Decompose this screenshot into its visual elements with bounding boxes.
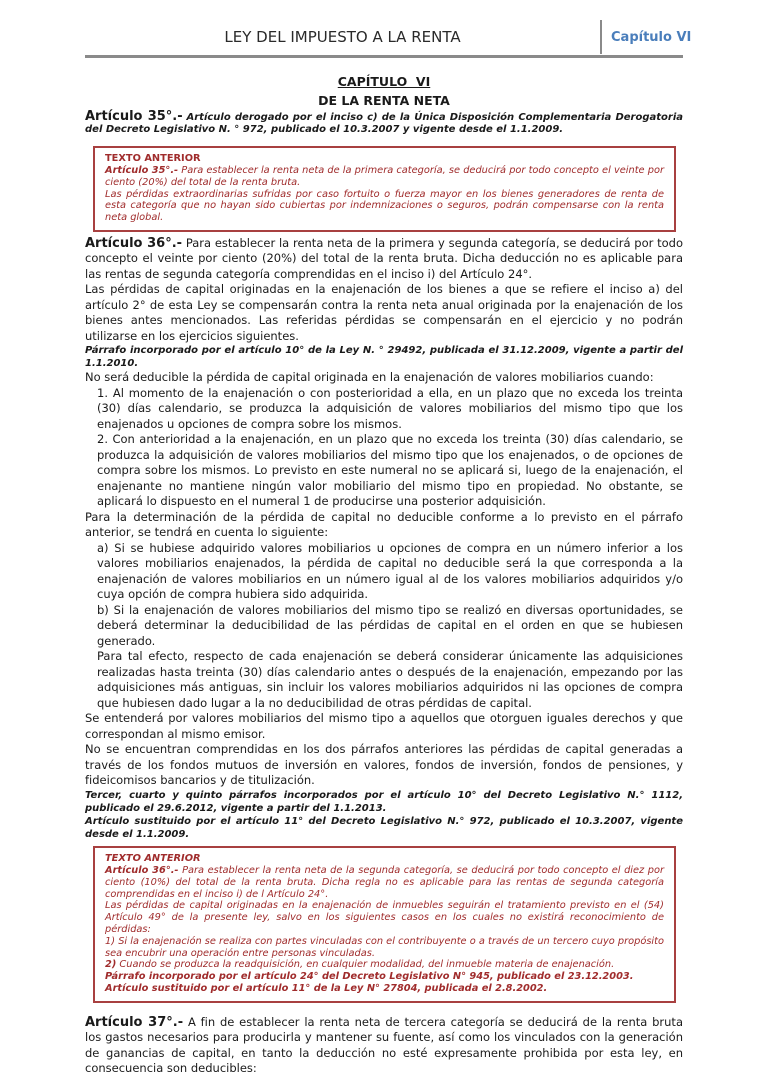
texto-anterior-35-p2: Las pérdidas extraordinarias sufridas por caso fortuito o fuerza mayor en los bienes generadores de renta de esta categoría que no hayan sido cubiertas por indemnizaciones o seguros, podrán compensarse con la renta neta global. (105, 188, 664, 224)
article-36-note-1: Párrafo incorporado por el artículo 10° de la Ley N. ° 29492, publicada el 31.12.2009, vigente a partir del 1.1.2010. (85, 345, 683, 370)
texto-anterior-36-p1-text: Para establecer la renta neta de la segunda categoría, se deducirá por todo concepto el diez por ciento (10%) del total de la renta bruta. Dicha regla no es aplicable para las rentas de segunda categoría comprendidas en el inciso i) de l Artículo 24°. (105, 864, 664, 900)
texto-anterior-heading: TEXTO ANTERIOR (105, 852, 201, 864)
texto-anterior-36-item-2-label: 2) (105, 959, 117, 971)
page-header (85, 20, 692, 54)
article-36-note-2: Tercer, cuarto y quinto párrafos incorporados por el artículo 10° del Decreto Legislativo N.° 1112, publicado el 29.6.2012, vigente a partir del 1.1.2013. (85, 789, 683, 814)
page-header-title-area (85, 20, 600, 54)
texto-anterior-35-p1-text: Para establecer la renta neta de la primera categoría, se deducirá por todo concepto el veinte por ciento (20%) del total de la renta bruta. (105, 165, 664, 188)
texto-anterior-35-p1 (105, 165, 664, 189)
page-header-chapter-area (600, 20, 692, 54)
article-36-item-b: b) Si la enajenación de valores mobiliarios del mismo tipo se realizó en diversas oportunidades, se deberá determinar la deducibilidad de las pérdidas de capital en el orden en que se hubiesen generado. (97, 602, 683, 648)
article-37-label: Artículo 37°.- (85, 1014, 184, 1030)
article-36-paragraph-1 (85, 236, 683, 283)
article-36-label: Artículo 36°.- (85, 235, 183, 251)
article-36-paragraph-5: Para tal efecto, respecto de cada enajenación se deberá considerar únicamente las adquisiciones realizadas hasta treinta (30) días calendario antes o después de la enajenación, empezando por las adquisiciones más antiguas, sin incluir los valores mobiliarios adquiridos ni las opciones de compra que hubiesen dado lugar a la no deducibilidad de otras pérdidas de capital. (97, 649, 683, 710)
article-36-paragraph-4: Para la determinación de la pérdida de capital no deducible conforme a lo previsto en el párrafo anterior, se tendrá en cuenta lo siguiente: (85, 509, 683, 540)
texto-anterior-box-35 (93, 146, 676, 232)
texto-anterior-36-item-2 (105, 959, 664, 971)
chapter-heading (85, 71, 683, 109)
article-36-item-2: 2. Con anterioridad a la enajenación, en un plazo que no exceda los treinta (30) días calendario, se produzca la adquisición de valores mobiliarios del mismo tipo que los enajenados, o de opciones de compra sobre los mismos. Lo previsto en este numeral no se aplicará si, luego de la enajenación, el enajenante no mantiene ningún valor mobiliario del mismo tipo en propiedad. No obstante, se aplicará lo dispuesto en el numeral 1 de producirse una posterior adquisición. (97, 432, 683, 509)
texto-anterior-36-note-1: Párrafo incorporado por el artículo 24° del Decreto Legislativo N° 945, publicado el 23.12.2003. (105, 971, 634, 983)
chapter-badge: Capítulo VI (611, 29, 692, 45)
texto-anterior-36-p1 (105, 865, 664, 900)
article-35-label: Artículo 35°.- (85, 109, 183, 124)
article-35-heading (85, 111, 683, 136)
header-divider (85, 55, 683, 58)
article-37-paragraph-1 (85, 1015, 683, 1077)
article-36-item-a: a) Si se hubiese adquirido valores mobiliarios u opciones de compra en un número inferior a los valores mobiliarios enajenados, la pérdida de capital no deducible será la que corresponda a la enajenación de valores mobiliarios en un número igual al de los valores mobiliarios adquiridos y/o cuya opción de compra hubiera sido adquirida. (97, 540, 683, 602)
article-36-p1-text: Para establecer la renta neta de la primera y segunda categoría, se deducirá por todo concepto el veinte por ciento (20%) del total de la renta bruta. Dicha deducción no es aplicable para las rentas de segunda categoría comprendidas en el inciso i) del Artículo 24°. (85, 235, 683, 281)
texto-anterior-36-note-2: Artículo sustituido por el artículo 11° de la Ley N° 27804, publicada el 2.8.2002. (105, 982, 548, 994)
article-36-paragraph-2: Las pérdidas de capital originadas en la enajenación de los bienes a que se refiere el inciso a) del artículo 2° de esta Ley se compensarán contra la renta neta anual originada por la enajenación de los bienes antes mencionados. Las referidas pérdidas se compensarán en el ejercicio y no podrán utilizarse en los ejercicios siguientes. (85, 282, 683, 343)
chapter-subtitle: DE LA RENTA NETA (318, 93, 450, 108)
article-36-paragraph-7: No se encuentran comprendidas en los dos párrafos anteriores las pérdidas de capital generadas a través de los fondos mutuos de inversión en valores, fondos de inversión, fondos de pensiones, y fideicomisos bancarios y de titulización. (85, 742, 683, 788)
texto-anterior-heading: TEXTO ANTERIOR (105, 153, 201, 164)
article-37-p1-text: A fin de establecer la renta neta de tercera categoría se deducirá de la renta bruta los gastos necesarios para producirla y mantener su fuente, así como los vinculados con la generación de ganancias de capital, en tanto la deducción no esté expresamente prohibida por esta ley, en consecuencia son deducibles: (85, 1014, 683, 1076)
article-36-item-1: 1. Al momento de la enajenación o con posterioridad a ella, en un plazo que no exceda los treinta (30) días calendario, se produzca la adquisición de valores mobiliarios del mismo tipo que los enajenados u opciones de compra sobre los mismos. (97, 385, 683, 431)
texto-anterior-36-label: Artículo 36°.- (105, 864, 179, 876)
document-title: LEY DEL IMPUESTO A LA RENTA (224, 28, 461, 46)
article-35-derogation-note: Artículo derogado por el inciso c) de la Única Disposición Complementaria Derogatoria del Decreto Legislativo N. ° 972, publicado el 10.3.2007 y vigente desde el 1.1.2009. (85, 112, 683, 135)
texto-anterior-36-p2: Las pérdidas de capital originadas en la enajenación de inmuebles seguirán el tratamiento previsto en el (54) Artículo 49° de la presente ley, salvo en los siguientes casos en los cuales no existirá reconocimiento de pérdidas: (105, 900, 664, 935)
texto-anterior-35-label: Artículo 35°.- (105, 165, 179, 176)
article-36-paragraph-3: No será deducible la pérdida de capital originada en la enajenación de valores mobiliarios cuando: (85, 370, 654, 385)
article-36-paragraph-6: Se entenderá por valores mobiliarios del mismo tipo a aquellos que otorguen iguales derechos y que correspondan al mismo emisor. (85, 711, 683, 741)
texto-anterior-box-36 (93, 846, 676, 1003)
chapter-title: CAPÍTULO VI (337, 74, 431, 89)
article-36-note-3: Artículo sustituido por el artículo 11° del Decreto Legislativo N.° 972, publicado el 10.3.2007, vigente desde el 1.1.2009. (85, 815, 683, 840)
texto-anterior-36-item-1: 1) Si la enajenación se realiza con partes vinculadas con el contribuyente o a través de un tercero cuyo propósito sea encubrir una operación entre personas vinculadas. (105, 935, 664, 959)
texto-anterior-36-item-2-text: Cuando se produzca la readquisición, en cualquier modalidad, del inmueble materia de enajenación. (119, 959, 615, 971)
